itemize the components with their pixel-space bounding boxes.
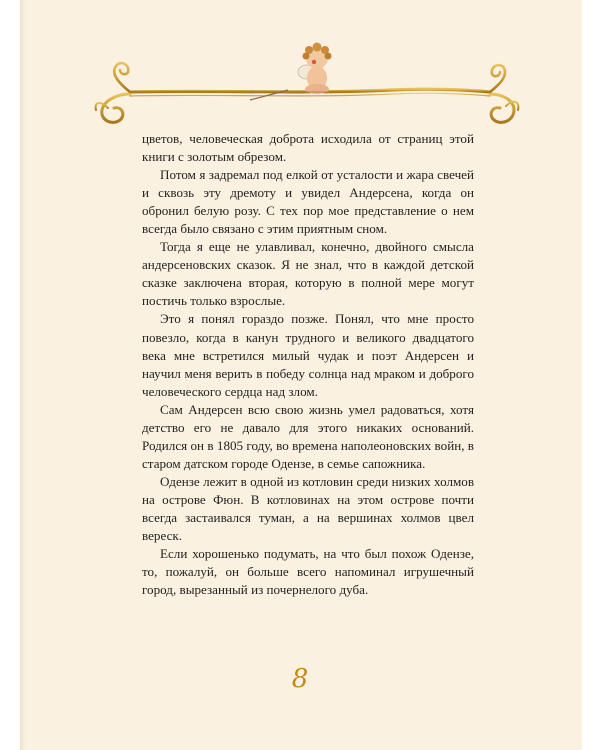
paragraph: Если хорошенько подумать, на что был похож Одензе, то, пожалуй, он больше всего напоминал игрушечный город, вырезанный из почернелого дуба.	[142, 546, 474, 598]
paragraph: Потом я задремал под елкой от усталости и жара свечей и сквозь эту дремоту и увидел Андерсена, когда он обронил белую розу. С тех пор мое представление о нем всегда было связано с этим приятным сном.	[142, 167, 474, 237]
header-ornament	[90, 40, 522, 130]
paragraph: цветов, человеческая доброта исходила от страниц этой книги с золотым обрезом.	[142, 131, 474, 165]
paragraph: Это я понял гораздо позже. Понял, что мне просто повезло, когда в канун трудного и великого двадцатого века мне встретился милый чудак и поэт Андерсен и научил меня верить в победу солнца над мраком и доброго человеческого сердца над злом.	[142, 311, 474, 399]
paragraph: Одензе лежит в одной из котловин среди низких холмов на острове Фюн. В котловинах на этом острове почти всегда застаивался туман, а на вершинах холмов цвел вереск.	[142, 473, 474, 544]
cherub-illustration-icon	[298, 43, 332, 95]
paragraph: Сам Андерсен всю свою жизнь умел радоваться, хотя детство его не давало для этого никаких оснований. Родился он в 1805 году, во времена наполеоновских войн, в старом датском городе Одензе, в семье сапожника.	[142, 401, 474, 471]
body-text	[142, 130, 474, 599]
page-number: 8	[291, 664, 309, 694]
paragraph: Тогда я еще не улавливал, конечно, двойного смысла андерсеновских сказок. Я не знал, что в каждой детской сказке заключена вторая, которую в полной мере могут постичь только взрослые.	[142, 239, 474, 309]
page-edge-shadow	[20, 0, 26, 750]
